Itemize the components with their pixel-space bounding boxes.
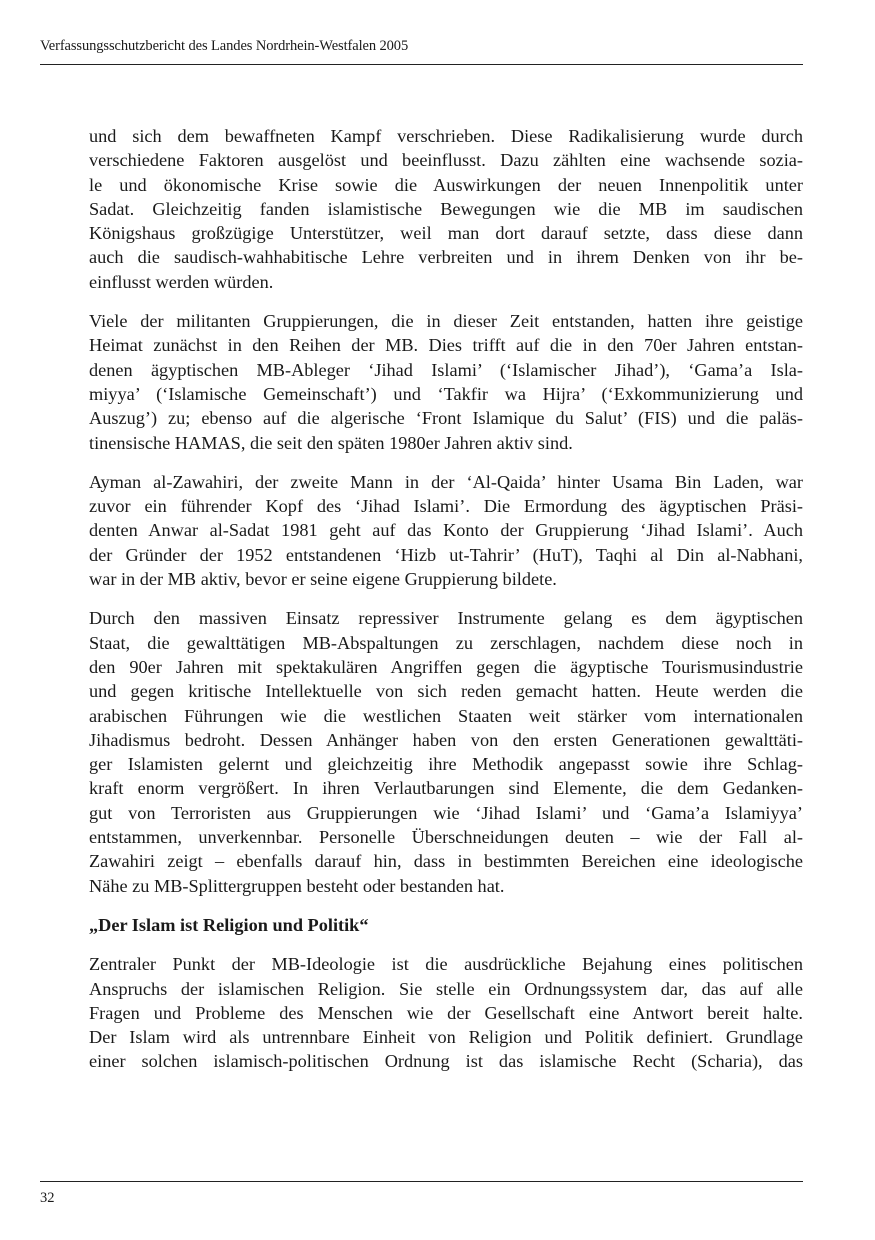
text-line: den 90er Jahren mit spektakulären Angriffen gegen die ägyptische Tourismusindustrie <box>89 656 803 677</box>
paragraph-1 <box>89 124 803 294</box>
text-line: auch die saudisch-wahhabitische Lehre verbreiten und in ihrem Denken von ihr be- <box>89 247 803 268</box>
text-line: zuvor ein führender Kopf des ‘Jihad Islami’. Die Ermordung des ägyptischen Präsi- <box>89 496 803 517</box>
footer-rule <box>40 1181 803 1182</box>
paragraph-3 <box>89 470 803 591</box>
text-line: Durch den massiven Einsatz repressiver Instrumente gelang es dem ägyptischen <box>89 608 803 629</box>
text-line: einflusst werden würden. <box>89 271 274 292</box>
text-line: entstammen, unverkennbar. Personelle Überschneidungen deuten – wie der Fall al- <box>89 827 803 848</box>
text-line: und sich dem bewaffneten Kampf verschrieben. Diese Radikalisierung wurde durch <box>89 126 803 146</box>
text-line: denten Anwar al-Sadat 1981 geht auf das Konto der Gruppierung ‘Jihad Islami’. Auch <box>89 520 803 541</box>
text-line: Nähe zu MB-Splittergruppen besteht oder bestanden hat. <box>89 875 505 896</box>
text-line: Zawahiri zeigt – ebenfalls darauf hin, dass in bestimmten Bereichen eine ideologische <box>89 851 803 872</box>
text-line: Fragen und Probleme des Menschen wie der Gesellschaft eine Antwort bereit halte. <box>89 1002 803 1023</box>
text-line: Jihadismus bedroht. Dessen Anhänger haben von den ersten Generationen gewalttäti- <box>89 729 803 750</box>
text-line: denen ägyptischen MB-Ableger ‘Jihad Islami’ (‘Islamischer Jihad’), ‘Gama’a Isla- <box>89 359 803 380</box>
running-header: Verfassungsschutzbericht des Landes Nordrhein-Westfalen 2005 <box>40 38 409 54</box>
page-number: 32 <box>40 1190 55 1206</box>
text-line: Zentraler Punkt der MB-Ideologie ist die ausdrückliche Bejahung eines politischen <box>89 954 803 975</box>
text-line: Viele der militanten Gruppierungen, die in dieser Zeit entstanden, hatten ihre geistige <box>89 311 803 332</box>
section-heading: „Der Islam ist Religion und Politik“ <box>89 914 369 935</box>
text-line: Heimat zunächst in den Reihen der MB. Dies trifft auf die in den 70er Jahren entstan- <box>89 335 803 356</box>
paragraph-5 <box>89 952 803 1073</box>
text-line: arabischen Führungen wie die westlichen Staaten weit stärker vom internationalen <box>89 705 803 726</box>
text-line: einer solchen islamisch-politischen Ordnung ist das islamische Recht (Scharia), das <box>89 1051 803 1072</box>
text-line: le und ökonomische Krise sowie die Auswirkungen der neuen Innenpolitik unter <box>89 174 803 195</box>
body-text <box>89 124 803 1089</box>
text-line: war in der MB aktiv, bevor er seine eigene Gruppierung bildete. <box>89 569 557 590</box>
text-line: Staat, die gewalttätigen MB-Abspaltungen zu zerschlagen, nachdem diese noch in <box>89 632 803 653</box>
text-line: verschiedene Faktoren ausgelöst und beeinflusst. Dazu zählten eine wachsende sozia- <box>89 150 803 171</box>
text-line: miyya’ (‘Islamische Gemeinschaft’) und ‘Takfir wa Hijra’ (‘Exkommunizierung und <box>89 383 803 404</box>
text-line: Ayman al-Zawahiri, der zweite Mann in der ‘Al-Qaida’ hinter Usama Bin Laden, war <box>89 471 803 492</box>
text-line: gut von Terroristen aus Gruppierungen wie ‘Jihad Islami’ und ‘Gama’a Islamiyya’ <box>89 802 803 823</box>
text-line: tinensische HAMAS, die seit den späten 1980er Jahren aktiv sind. <box>89 432 573 453</box>
paragraph-2 <box>89 309 803 455</box>
text-line: kraft enorm vergrößert. In ihren Verlautbarungen sind Elemente, die dem Gedanken- <box>89 778 803 799</box>
text-line: und gegen kritische Intellektuelle von sich reden gemacht hatten. Heute werden die <box>89 681 803 702</box>
text-line: der Gründer der 1952 entstandenen ‘Hizb ut-Tahrir’ (HuT), Taqhi al Din al-Nabhani, <box>89 544 803 565</box>
header-rule <box>40 64 803 65</box>
paragraph-4 <box>89 606 803 898</box>
text-line: Der Islam wird als untrennbare Einheit von Religion und Politik definiert. Grundlage <box>89 1027 803 1048</box>
text-line: Auszug’) zu; ebenso auf die algerische ‘Front Islamique du Salut’ (FIS) und die paläs- <box>89 408 803 429</box>
text-line: Anspruchs der islamischen Religion. Sie stelle ein Ordnungssystem dar, das auf alle <box>89 978 803 999</box>
text-line: ger Islamisten gelernt und gleichzeitig ihre Methodik angepasst sowie ihre Schlag- <box>89 754 803 775</box>
text-line: Königshaus großzügige Unterstützer, weil man dort darauf setzte, dass diese dann <box>89 223 803 244</box>
text-line: Sadat. Gleichzeitig fanden islamistische Bewegungen wie die MB im saudischen <box>89 198 803 219</box>
